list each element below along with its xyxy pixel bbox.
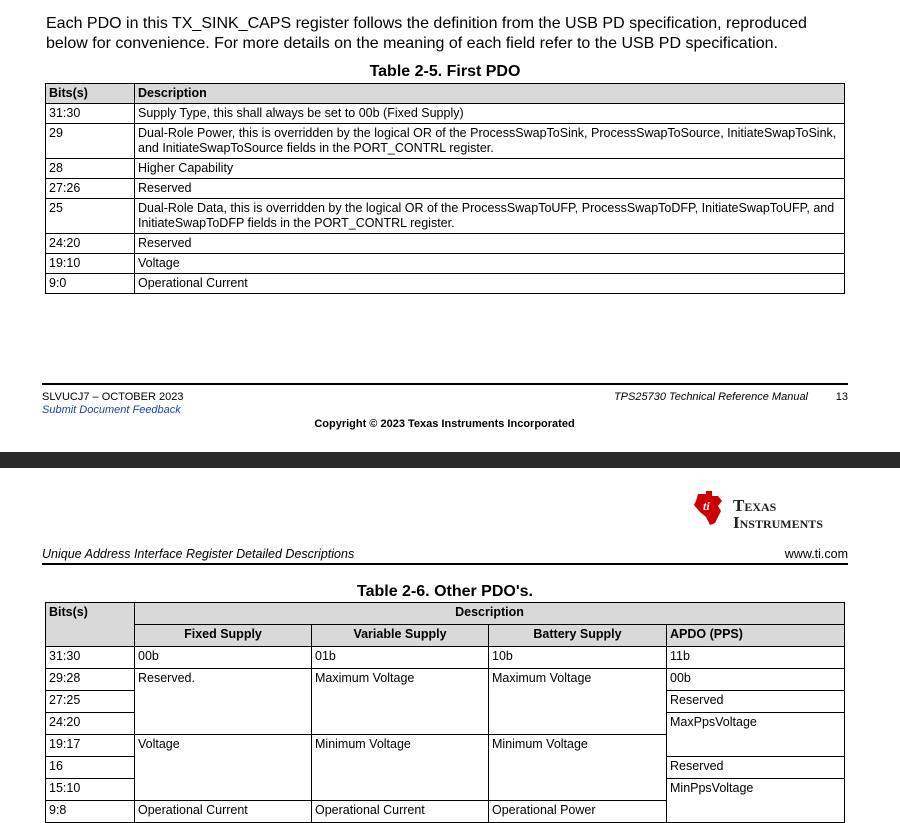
ti-logo-icon [692, 490, 726, 526]
header-bits: Bits(s) [46, 84, 135, 104]
table-row [46, 274, 845, 294]
apdo-cell: MinPpsVoltage [667, 779, 845, 823]
logo-line-2: Instruments [733, 513, 823, 532]
subheader-apdo: APDO (PPS) [667, 625, 845, 647]
table-caption-first-pdo: Table 2-5. First PDO [369, 63, 521, 80]
bits-cell: 28 [46, 159, 135, 179]
description-cell: Reserved [135, 179, 845, 199]
apdo-cell: 11b [667, 647, 845, 669]
bits-cell: 16 [46, 757, 135, 779]
bits-cell: 31:30 [46, 104, 135, 124]
description-cell: Supply Type, this shall always be set to 00b (Fixed Supply) [135, 104, 845, 124]
description-cell: Voltage [135, 254, 845, 274]
table-row [46, 159, 845, 179]
table-row [46, 669, 845, 691]
bits-cell: 24:20 [46, 713, 135, 735]
battery-cell: Operational Power [489, 801, 667, 823]
bits-cell: 19:17 [46, 735, 135, 757]
bits-cell: 9:0 [46, 274, 135, 294]
bits-cell: 15:10 [46, 779, 135, 801]
section-title: Unique Address Interface Register Detailed Descriptions [42, 547, 355, 561]
battery-cell: Minimum Voltage [489, 735, 667, 801]
footer-rule [42, 383, 848, 385]
header-bits: Bits(s) [46, 603, 135, 647]
table-row [46, 179, 845, 199]
bits-cell: 19:10 [46, 254, 135, 274]
apdo-cell: Reserved [667, 691, 845, 713]
description-cell: Dual-Role Power, this is overridden by the logical OR of the ProcessSwapToSink, ProcessSwapToSource, InitiateSwapToSink, and InitiateSwapToSource fields in the PORT_CONTRL register. [135, 124, 845, 159]
intro-paragraph: Each PDO in this TX_SINK_CAPS register follows the definition from the USB PD specification, reproduced below for convenience. For more details on the meaning of each field refer to the USB PD specification. [46, 15, 807, 52]
bits-cell: 25 [46, 199, 135, 234]
variable-cell: Minimum Voltage [312, 735, 489, 801]
manual-title: TPS25730 Technical Reference Manual [613, 391, 808, 403]
subheader-battery-supply: Battery Supply [489, 625, 667, 647]
table-row [46, 234, 845, 254]
battery-cell: 10b [489, 647, 667, 669]
fixed-cell: 00b [135, 647, 312, 669]
table-row [46, 104, 845, 124]
page-separator [0, 452, 900, 468]
apdo-cell: Reserved [667, 757, 845, 779]
table-row [46, 254, 845, 274]
variable-cell: Operational Current [312, 801, 489, 823]
website: www.ti.com [784, 547, 848, 561]
ti-logo-text [733, 497, 823, 531]
subheader-variable-supply: Variable Supply [312, 625, 489, 647]
table-caption-other-pdos: Table 2-6. Other PDO's. [357, 583, 533, 600]
table-row [46, 647, 845, 669]
table-row [46, 124, 845, 159]
fixed-cell: Operational Current [135, 801, 312, 823]
logo-line-1: Texas [733, 496, 777, 515]
fixed-cell: Reserved. [135, 669, 312, 735]
bits-cell: 27:26 [46, 179, 135, 199]
copyright: Copyright © 2023 Texas Instruments Incorporated [314, 418, 575, 430]
fixed-cell: Voltage [135, 735, 312, 801]
svg-text:ti: ti [703, 499, 710, 513]
bits-cell: 27:25 [46, 691, 135, 713]
bits-cell: 9:8 [46, 801, 135, 823]
description-cell: Higher Capability [135, 159, 845, 179]
table-row [46, 199, 845, 234]
page-number: 13 [835, 391, 848, 403]
table-header-row [46, 603, 845, 625]
header-rule [42, 563, 848, 565]
bits-cell: 29:28 [46, 669, 135, 691]
bits-cell: 24:20 [46, 234, 135, 254]
apdo-cell: 00b [667, 669, 845, 691]
first-pdo-table [45, 83, 845, 294]
table-header-row [46, 84, 845, 104]
other-pdos-table [45, 602, 845, 823]
description-cell: Operational Current [135, 274, 845, 294]
battery-cell: Maximum Voltage [489, 669, 667, 735]
bits-cell: 31:30 [46, 647, 135, 669]
subheader-fixed-supply: Fixed Supply [135, 625, 312, 647]
bits-cell: 29 [46, 124, 135, 159]
variable-cell: Maximum Voltage [312, 669, 489, 735]
apdo-cell: MaxPpsVoltage [667, 713, 845, 757]
description-cell: Reserved [135, 234, 845, 254]
description-cell: Dual-Role Data, this is overridden by the logical OR of the ProcessSwapToUFP, ProcessSwapToDFP, InitiateSwapToUFP, and InitiateSwapToDFP fields in the PORT_CONTRL register. [135, 199, 845, 234]
header-description: Description [135, 84, 845, 104]
variable-cell: 01b [312, 647, 489, 669]
header-description: Description [135, 603, 845, 625]
doc-id: SLVUCJ7 – OCTOBER 2023 [42, 391, 184, 403]
table-subheader-row [46, 625, 845, 647]
submit-feedback-link[interactable]: Submit Document Feedback [42, 404, 181, 416]
